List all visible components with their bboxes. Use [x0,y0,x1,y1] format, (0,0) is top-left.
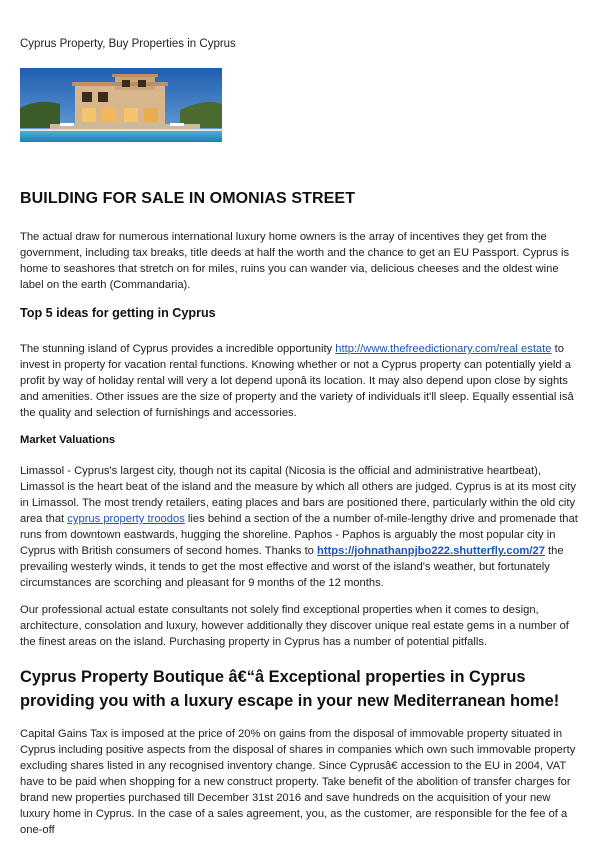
troodos-link[interactable]: cyprus property troodos [67,513,185,525]
hero-photo [20,68,222,142]
tax-paragraph: Capital Gains Tax is imposed at the price of 20% on gains from the disposal of immovable property situated in Cyprus including positive aspects from the disposal of shares in companies which own such immovable property excluding shares listed in any recognised inventory change. Since Cyprusâ€ accession to the EU in 2004, VAT have to be paid when shopping for a new construct property. Take benefit of the abolition of transfer charges for brand new properties purchased till December 31st 2016 and save hundreds on the acquisition of your new luxury home in Cyprus. In the case of a sales agreement, you, as the customer, are responsible for the fee of a one-off [20,728,576,836]
top5-text-a: The stunning island of Cyprus provides a incredible opportunity [20,343,336,355]
market-valuations-heading: Market Valuations [20,434,116,446]
market-paragraph [20,463,582,591]
intro-paragraph: The actual draw for numerous international luxury home owners is the array of incentives they get from the government, including tax breaks, title deeds at half the worth and the chance to get an EU Passport. Cyprus is home to seashores that stretch on for miles, ruins you can wander via, delicious cheeses and the oldest wine label on the earth (Commandaria). [20,231,570,291]
consultants-paragraph: Our professional actual estate consultants not solely find exceptional properties when it comes to design, architecture, consolation and luxury, however additionally they discover unique real estate gems in a number of the finest areas on the island. Purchasing property in Cyprus has a number of potential pitfalls. [20,604,569,648]
market-text-a: Limassol - Cyprus's largest city, though not its capital (Nicosia is the official and administrative heartbeat), Limassol is the heart beat of the island and the measure by which all others are judged. Cyprus is at its most city in Limassol. The most trendy retailers, eating places and bars are positioned there, particularly within the old city area that [20,465,576,525]
freedictionary-link[interactable]: http://www.thefreedictionary.com/real estate [335,343,552,355]
shutterfly-link[interactable]: https://johnathanpjbo222.shutterfly.com/27 [317,545,545,557]
top5-text-b: to invest in property for vacation rental functions. Knowing whether or not a Cyprus property can potentially yield a profit by way of holiday rental will very a lot depend uponâ its location. It may also depend upon close by sights and amenities. Other issues are the size of property and the variety of individuals it'll sleep. Equally essential isâ the quality and selection of furnishings and accessories. [20,343,574,419]
market-text-b: lies behind a section of the a number of-mile-lengthy drive and promenade that runs from downtown eastwards, hugging the shoreline. Paphos - Paphos is arguably the most popular city in Cyprus with British consumers of second homes. Thanks to [20,513,578,557]
top5-heading: Top 5 ideas for getting in Cyprus [20,306,216,320]
market-text-c: the prevailing westerly winds, it tends to get the most effective and worst of the island's weather, but fortunately circumstances are scorching and pleasant for 9 months of the 12 months. [20,545,564,589]
boutique-heading: Cyprus Property Boutique â€“â Exceptional properties in Cyprus providing you with a luxury escape in your new Mediterranean home! [20,668,560,710]
site-title: Cyprus Property, Buy Properties in Cyprus [20,38,236,50]
top5-paragraph [20,341,582,421]
main-heading: BUILDING FOR SALE IN OMONIAS STREET [20,190,356,207]
